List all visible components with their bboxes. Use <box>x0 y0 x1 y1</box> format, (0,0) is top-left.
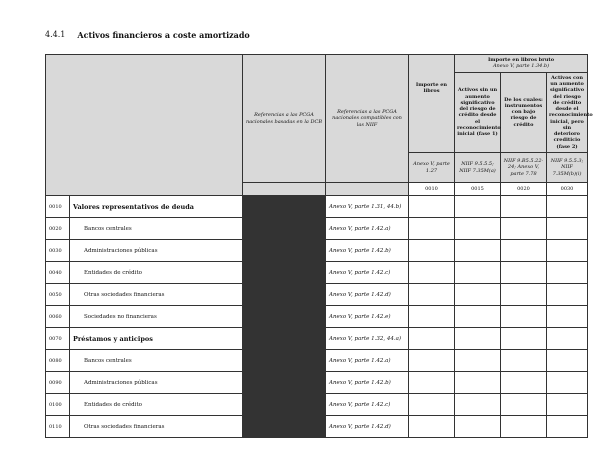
value-cell[interactable] <box>547 416 588 438</box>
row-label: Entidades de crédito <box>70 394 243 416</box>
header-lowrisk: De los cuales: instrumentos con bajo riesgo de crédito <box>501 72 547 153</box>
row-code: 0110 <box>46 416 70 438</box>
value-cell[interactable] <box>409 350 455 372</box>
value-cell[interactable] <box>501 262 547 284</box>
row-label: Administraciones públicas <box>70 372 243 394</box>
row-code: 0030 <box>46 240 70 262</box>
value-cell[interactable] <box>547 328 588 350</box>
row-label: Bancos centrales <box>70 218 243 240</box>
section-number: 4.4.1 <box>45 30 66 39</box>
row-label: Otras sociedades financieras <box>70 416 243 438</box>
row-code: 0020 <box>46 218 70 240</box>
row-ref: Anexo V, parte 1.31, 44.b) <box>326 196 409 218</box>
row-ref: Anexo V, parte 1.42.c) <box>326 394 409 416</box>
header-ref-pcga: Referencias a las PCGA nacionales basadas en la DCB <box>243 55 326 183</box>
value-cell[interactable] <box>547 262 588 284</box>
financial-assets-table <box>45 54 593 438</box>
table-row <box>46 416 588 438</box>
shaded-cell <box>243 416 326 438</box>
header-group <box>455 55 588 73</box>
value-cell[interactable] <box>455 416 501 438</box>
value-cell[interactable] <box>501 284 547 306</box>
table-row <box>46 328 588 350</box>
value-cell[interactable] <box>409 416 455 438</box>
value-cell[interactable] <box>409 262 455 284</box>
column-code-stage1: 0015 <box>455 183 501 196</box>
row-label: Administraciones públicas <box>70 240 243 262</box>
value-cell[interactable] <box>501 306 547 328</box>
value-cell[interactable] <box>547 240 588 262</box>
row-ref: Anexo V, parte 1.42.a) <box>326 218 409 240</box>
row-ref: Anexo V, parte 1.42.d) <box>326 416 409 438</box>
row-label: Otras sociedades financieras <box>70 284 243 306</box>
value-cell[interactable] <box>455 262 501 284</box>
table-row <box>46 196 588 218</box>
value-cell[interactable] <box>409 240 455 262</box>
header-importe: Importe en libros <box>409 72 455 153</box>
shaded-cell <box>243 328 326 350</box>
row-code: 0070 <box>46 328 70 350</box>
header-stage1: Activos sin un aumento significativo del riesgo de crédito desde el reconocimiento inicial (fase 1) <box>455 72 501 153</box>
value-cell[interactable] <box>455 284 501 306</box>
shaded-cell <box>243 262 326 284</box>
value-cell[interactable] <box>501 416 547 438</box>
value-cell[interactable] <box>455 394 501 416</box>
shaded-cell <box>243 196 326 218</box>
section-heading <box>45 30 250 40</box>
header-codes-blank-2 <box>326 183 409 196</box>
row-ref: Anexo V, parte 1.42.a) <box>326 350 409 372</box>
row-ref: Anexo V, parte 1.42.b) <box>326 372 409 394</box>
value-cell[interactable] <box>409 196 455 218</box>
row-code: 0040 <box>46 262 70 284</box>
row-label: Bancos centrales <box>70 350 243 372</box>
row-label: Préstamos y anticipos <box>70 328 243 350</box>
shaded-cell <box>243 240 326 262</box>
value-cell[interactable] <box>455 218 501 240</box>
value-cell[interactable] <box>455 240 501 262</box>
row-label: Valores representativos de deuda <box>70 196 243 218</box>
value-cell[interactable] <box>455 306 501 328</box>
header-ref-importe: Anexo V, parte 1.27 <box>409 153 455 183</box>
value-cell[interactable] <box>409 218 455 240</box>
header-ref-niif: Referencias a las PCGA nacionales compatibles con las NIIF <box>326 55 409 183</box>
value-cell[interactable] <box>455 328 501 350</box>
header-row-1 <box>46 55 588 73</box>
header-group-title: Importe en libros bruto <box>487 57 555 63</box>
table-row <box>46 262 588 284</box>
value-cell[interactable] <box>455 350 501 372</box>
table-row <box>46 372 588 394</box>
value-cell[interactable] <box>409 284 455 306</box>
row-ref: Anexo V, parte 1.42.e) <box>326 306 409 328</box>
row-ref: Anexo V, parte 1.42.b) <box>326 240 409 262</box>
value-cell[interactable] <box>501 372 547 394</box>
table-row <box>46 240 588 262</box>
row-ref: Anexo V, parte 1.42.c) <box>326 262 409 284</box>
header-ref-stage1: NIIF 9.5.5.5; NIIF 7.35M(a) <box>455 153 501 183</box>
table-row <box>46 350 588 372</box>
value-cell[interactable] <box>455 196 501 218</box>
value-cell[interactable] <box>455 372 501 394</box>
value-cell[interactable] <box>501 196 547 218</box>
table-row <box>46 218 588 240</box>
row-code: 0090 <box>46 372 70 394</box>
shaded-cell <box>243 284 326 306</box>
header-stage2: Activos con un aumento significativo del riesgo de crédito desde el reconocimiento inicial, pero sin deterioro crediticio (fase 2) <box>547 72 588 153</box>
row-code: 0080 <box>46 350 70 372</box>
header-group-ref: Anexo V, parte 1.34.b) <box>492 63 550 70</box>
table-row <box>46 394 588 416</box>
column-code-stage2: 0030 <box>547 183 588 196</box>
row-label: Entidades de crédito <box>70 262 243 284</box>
value-cell[interactable] <box>501 218 547 240</box>
column-code-lowrisk: 0020 <box>501 183 547 196</box>
value-cell[interactable] <box>547 284 588 306</box>
value-cell[interactable] <box>547 372 588 394</box>
row-code: 0100 <box>46 394 70 416</box>
shaded-cell <box>243 306 326 328</box>
value-cell[interactable] <box>409 394 455 416</box>
table-row <box>46 306 588 328</box>
header-importe-top <box>409 55 455 73</box>
header-ref-lowrisk: NIIF 9.B5.5.22-24; Anexo V, parte 7.78 <box>501 153 547 183</box>
value-cell[interactable] <box>501 394 547 416</box>
value-cell[interactable] <box>547 350 588 372</box>
value-cell[interactable] <box>501 240 547 262</box>
value-cell[interactable] <box>547 196 588 218</box>
value-cell[interactable] <box>501 328 547 350</box>
row-label: Sociedades no financieras <box>70 306 243 328</box>
value-cell[interactable] <box>547 306 588 328</box>
table-row <box>46 284 588 306</box>
header-ref-stage2: NIIF 9.5.5.3; NIIF 7.35M(b)(i) <box>547 153 588 183</box>
value-cell[interactable] <box>501 350 547 372</box>
shaded-cell <box>243 372 326 394</box>
section-title: Activos financieros a coste amortizado <box>77 30 250 40</box>
value-cell[interactable] <box>409 306 455 328</box>
value-cell[interactable] <box>409 372 455 394</box>
value-cell[interactable] <box>547 218 588 240</box>
row-code: 0060 <box>46 306 70 328</box>
header-codes-blank-1 <box>243 183 326 196</box>
row-ref: Anexo V, parte 1.42.d) <box>326 284 409 306</box>
row-code: 0050 <box>46 284 70 306</box>
row-ref: Anexo V, parte 1.32, 44.a) <box>326 328 409 350</box>
shaded-cell <box>243 350 326 372</box>
shaded-cell <box>243 394 326 416</box>
value-cell[interactable] <box>547 394 588 416</box>
column-code-importe: 0010 <box>409 183 455 196</box>
header-blank-cell <box>46 55 243 196</box>
value-cell[interactable] <box>409 328 455 350</box>
row-code: 0010 <box>46 196 70 218</box>
shaded-cell <box>243 218 326 240</box>
